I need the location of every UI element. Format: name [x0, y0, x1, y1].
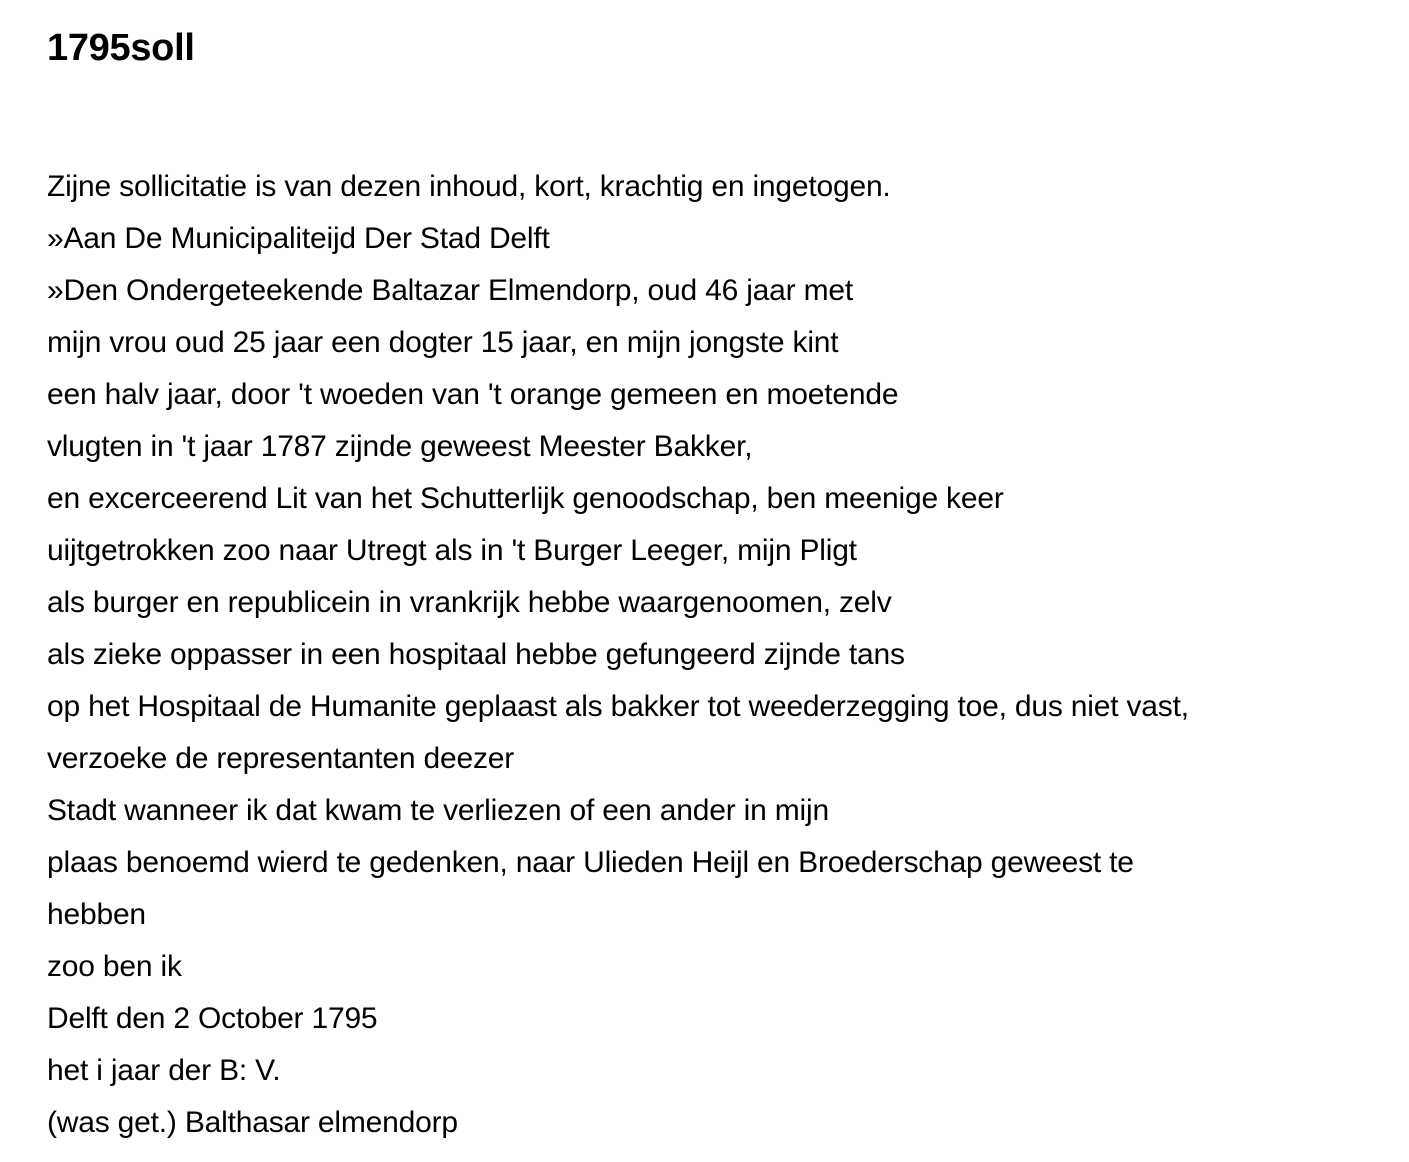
text-line: Delft den 2 October 1795	[47, 1002, 378, 1035]
text-line: als zieke oppasser in een hospitaal hebbe gefungeerd zijnde tans	[47, 638, 905, 671]
text-line: op het Hospitaal de Humanite geplaast als bakker tot weederzegging toe, dus niet vast,	[47, 690, 1189, 723]
document-body	[47, 161, 1387, 1149]
text-line: uijtgetrokken zoo naar Utregt als in 't Burger Leeger, mijn Pligt	[47, 534, 857, 567]
text-line: en excerceerend Lit van het Schutterlijk genoodschap, ben meenige keer	[47, 482, 1004, 515]
text-line: Stadt wanneer ik dat kwam te verliezen of een ander in mijn	[47, 794, 829, 827]
text-line: plaas benoemd wierd te gedenken, naar Ulieden Heijl en Broederschap geweest te	[47, 846, 1134, 879]
signature-line: (was get.) Balthasar elmendorp	[47, 1106, 458, 1139]
text-line: »Aan De Municipaliteijd Der Stad Delft	[47, 222, 550, 255]
document-title: 1795soll	[47, 27, 195, 69]
text-line: mijn vrou oud 25 jaar een dogter 15 jaar, en mijn jongste kint	[47, 326, 839, 359]
text-line: een halv jaar, door 't woeden van 't orange gemeen en moetende	[47, 378, 899, 411]
text-line: het i jaar der B: V.	[47, 1054, 281, 1087]
text-line: »Den Ondergeteekende Baltazar Elmendorp, oud 46 jaar met	[47, 274, 853, 307]
text-line: zoo ben ik	[47, 950, 182, 983]
text-line: als burger en republicein in vrankrijk hebbe waargenoomen, zelv	[47, 586, 892, 619]
text-line: verzoeke de representanten deezer	[47, 742, 515, 775]
text-line: hebben	[47, 898, 146, 931]
text-line: vlugten in 't jaar 1787 zijnde geweest Meester Bakker,	[47, 430, 753, 463]
text-line: Zijne sollicitatie is van dezen inhoud, kort, krachtig en ingetogen.	[47, 170, 891, 203]
